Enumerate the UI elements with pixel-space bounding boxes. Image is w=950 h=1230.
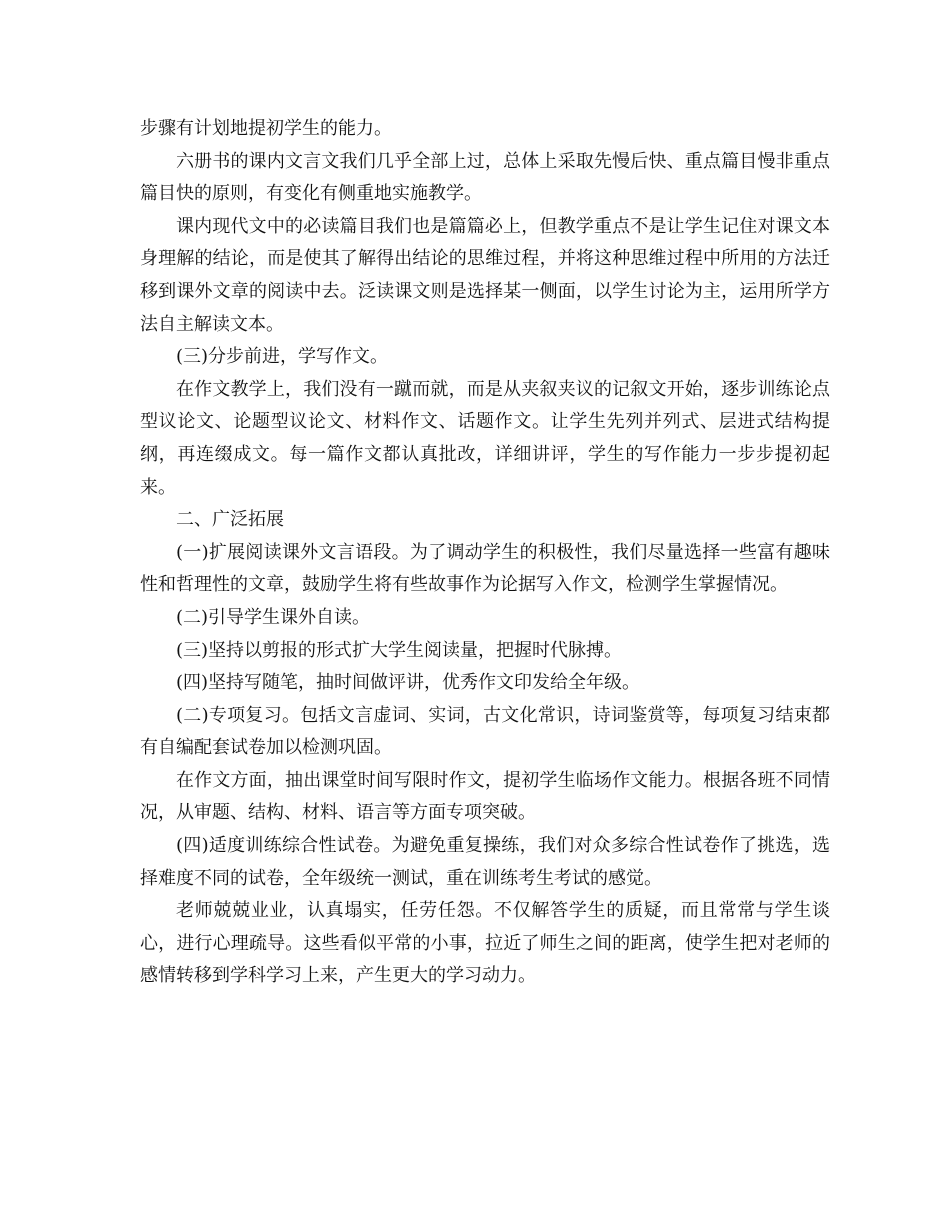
paragraph-10: (四)坚持写随笔，抽时间做评讲，优秀作文印发给全年级。 (176, 672, 641, 694)
section-heading-expand: 二、广泛拓展 (176, 509, 284, 531)
paragraph-1: 步骤有计划地提初学生的能力。 (140, 118, 392, 139)
paragraph-8: (二)引导学生课外自读。 (176, 606, 371, 628)
paragraph-3: 课内现代文中的必读篇目我们也是篇篇必上，但教学重点不是让学生记住对课文本身理解的结论，而是使其了解得出结论的思维过程，并将这种思维过程中所用的方法迁移到课外文章的阅读中去。泛读课文则是选择某一侧面，以学生讨论为主，运用所学方法自主解读文本。 (140, 215, 830, 335)
paragraph-9: (三)坚持以剪报的形式扩大学生阅读量，把握时代脉搏。 (176, 639, 623, 661)
document-body (140, 113, 830, 993)
paragraph-11: (二)专项复习。包括文言虚词、实词，古文化常识，诗词鉴赏等，每项复习结束都有自编配套试卷加以检测巩固。 (140, 704, 830, 759)
section-heading-write: (三)分步前进，学写作文。 (176, 346, 389, 368)
paragraph-7: (一)扩展阅读课外文言语段。为了调动学生的积极性，我们尽量选择一些富有趣味性和哲理性的文章，鼓励学生将有些故事作为论据写入作文，检测学生掌握情况。 (140, 541, 830, 596)
paragraph-2: 六册书的课内文言文我们几乎全部上过，总体上采取先慢后快、重点篇目慢非重点篇目快的原则，有变化有侧重地实施教学。 (140, 150, 830, 205)
paragraph-5: 在作文教学上，我们没有一蹴而就，而是从夹叙夹议的记叙文开始，逐步训练论点型议论文、论题型议论文、材料作文、话题作文。让学生先列并列式、层进式结构提纲，再连缀成文。每一篇作文都认真批改，详细讲评，学生的写作能力一步步提初起来。 (140, 378, 830, 498)
paragraph-12: 在作文方面，抽出课堂时间写限时作文，提初学生临场作文能力。根据各班不同情况，从审题、结构、材料、语言等方面专项突破。 (140, 769, 830, 824)
paragraph-13: (四)适度训练综合性试卷。为避免重复操练，我们对众多综合性试卷作了挑选，选择难度不同的试卷，全年级统一测试，重在训练考生考试的感觉。 (140, 835, 830, 889)
paragraph-14: 老师兢兢业业，认真塌实，任劳任怨。不仅解答学生的质疑，而且常常与学生谈心，进行心理疏导。这些看似平常的小事，拉近了师生之间的距离，使学生把对老师的感情转移到学科学习上来，产生更大的学习动力。 (140, 900, 830, 987)
